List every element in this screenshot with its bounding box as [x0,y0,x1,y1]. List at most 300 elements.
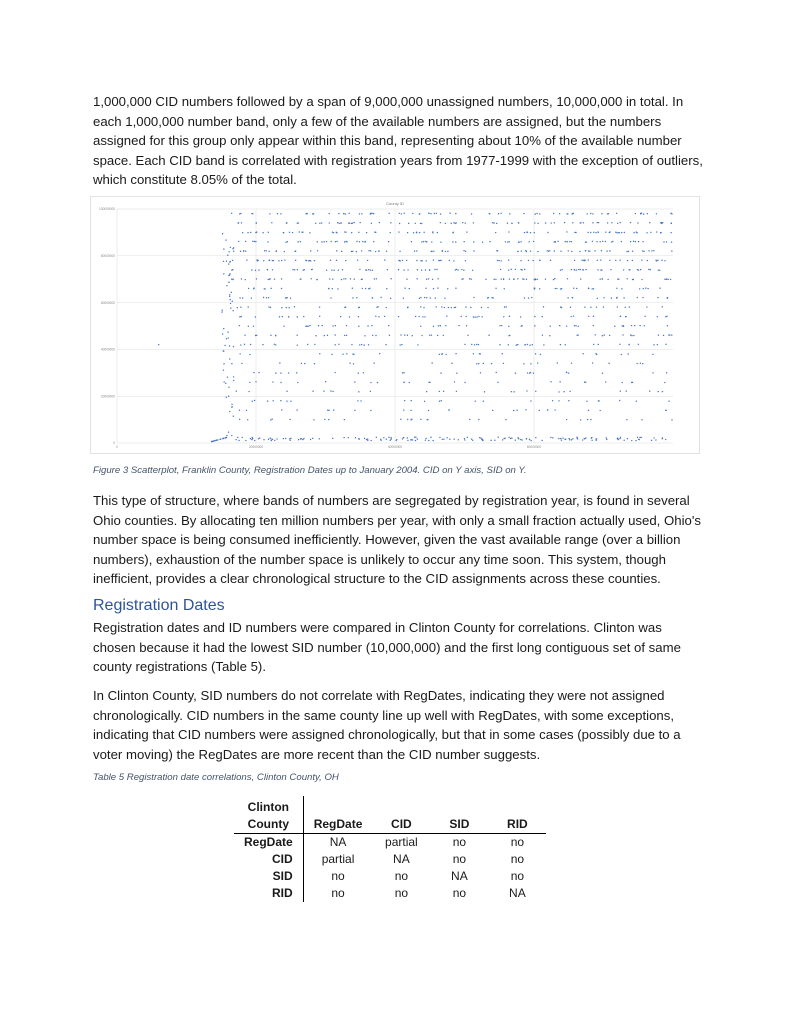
scatter-point [480,353,481,354]
scatter-point [455,288,456,289]
scatter-point [328,288,329,289]
scatter-point [489,213,490,214]
scatter-point [223,369,224,370]
scatter-point [229,273,230,274]
scatter-point [574,260,575,261]
scatter-point [229,411,230,412]
scatter-point [566,419,567,420]
scatter-point [420,223,421,224]
chart-title: County ID [386,201,404,206]
scatter-point [421,223,422,224]
scatter-point [630,241,631,242]
scatter-point [306,260,307,261]
scatter-point [571,269,572,270]
scatter-point [432,232,433,233]
scatter-point [400,419,401,420]
scatter-point [368,250,369,251]
scatter-point [292,269,293,270]
scatter-point [373,241,374,242]
scatter-point [411,241,412,242]
scatter-point [256,222,257,223]
scatter-point [441,306,442,307]
scatter-point [353,363,354,364]
scatter-point [470,278,471,279]
table-row [234,851,546,868]
scatter-point [407,437,408,438]
scatter-point [370,440,371,441]
scatter-point [642,363,643,364]
scatter-point [571,241,572,242]
scatter-point [503,363,504,364]
scatter-point [454,307,455,308]
scatter-point [465,316,466,317]
scatter-point [580,278,581,279]
scatter-point [281,307,282,308]
scatter-point [643,251,644,252]
scatter-point [416,232,417,233]
scatter-point [415,437,416,438]
scatter-point [225,383,226,384]
scatter-point [228,396,229,397]
scatter-point [574,232,575,233]
scatter-point [295,250,296,251]
scatter-point [553,279,554,280]
scatter-point [668,400,669,401]
scatter-point [290,438,291,439]
scatter-point [440,222,441,223]
scatter-point [323,241,324,242]
scatter-point [650,232,651,233]
scatter-point [233,376,234,377]
scatter-point [367,260,368,261]
scatter-point [317,241,318,242]
scatter-point [230,307,231,308]
table-cell: no [510,869,525,883]
scatter-point [456,269,457,270]
scatter-point [378,250,379,251]
scatter-point [609,232,610,233]
scatter-point [661,260,662,261]
scatter-point [500,269,501,270]
scatter-point [356,251,357,252]
scatter-point [326,241,327,242]
scatter-point [228,337,229,338]
scatter-point [249,354,250,355]
scatter-point [537,223,538,224]
scatter-point [338,270,339,271]
scatter-point [442,439,443,440]
scatter-point [490,440,491,441]
scatter-point [370,410,371,411]
scatter-point [348,437,349,438]
scatter-point [568,372,569,373]
scatter-point [221,311,222,312]
scatter-point [375,316,376,317]
scatter-point [560,344,561,345]
scatter-point [272,439,273,440]
scatter-point [365,241,366,242]
scatter-point [458,325,459,326]
scatter-point [616,288,617,289]
scatter-point [227,254,228,255]
scatter-point [547,409,548,410]
scatter-point [267,241,268,242]
scatter-point [626,419,627,420]
scatter-point [660,222,661,223]
scatter-point [284,251,285,252]
scatter-point [608,213,609,214]
scatter-point [532,344,533,345]
scatter-point [631,440,632,441]
scatter-point [662,438,663,439]
scatter-point [433,288,434,289]
scatter-point [370,382,371,383]
scatter-point [417,438,418,439]
scatter-point [657,344,658,345]
scatter-point [384,259,385,260]
scatter-point [480,372,481,373]
scatter-point [565,439,566,440]
scatter-point [342,353,343,354]
x-tick-label: 40000000 [387,445,403,449]
scatter-point [256,278,257,279]
scatter-point [345,231,346,232]
scatter-point [379,353,380,354]
scatter-point [232,279,233,280]
scatter-point [666,316,667,317]
scatter-point [410,439,411,440]
scatter-point [403,409,404,410]
scatter-point [239,325,240,326]
scatter-point [424,297,425,298]
scatter-point [345,241,346,242]
scatter-point [403,382,404,383]
scatter-point [440,260,441,261]
scatter-point [513,410,514,411]
scatter-point [478,316,479,317]
scatter-point [223,363,224,364]
scatter-point [617,232,618,233]
scatter-point [641,437,642,438]
scatter-point [463,270,464,271]
scatter-point [635,440,636,441]
scatter-point [449,438,450,439]
scatter-point [434,213,435,214]
table-cell: no [452,835,467,849]
scatter-point [640,213,641,214]
scatter-point [550,437,551,438]
scatter-point [633,335,634,336]
scatter-point [550,222,551,223]
scatter-point [231,213,232,214]
scatter-point [666,241,667,242]
scatter-point [284,259,285,260]
scatter-point [655,439,656,440]
scatter-point [240,213,241,214]
scatter-point [251,269,252,270]
scatter-point [566,241,567,242]
scatter-point [325,381,326,382]
scatter-point [301,363,302,364]
scatter-point [256,231,257,232]
scatter-point [348,222,349,223]
scatter-point [439,400,440,401]
scatter-point [575,325,576,326]
scatter-point [458,439,459,440]
scatter-point [483,363,484,364]
scatter-point [231,404,232,405]
scatter-point [580,269,581,270]
scatter-point [409,382,410,383]
scatter-point [442,251,443,252]
scatter-point [421,241,422,242]
scatter-point [509,213,510,214]
scatter-point [245,241,246,242]
scatter-point [426,297,427,298]
scatter-point [433,326,434,327]
scatter-point [642,241,643,242]
scatter-point [376,278,377,279]
scatter-point [626,278,627,279]
scatter-point [288,372,289,373]
scatter-point [336,260,337,261]
scatter-point [219,439,220,440]
scatter-point [255,381,256,382]
table-cell: no [510,852,525,866]
scatter-point [620,316,621,317]
scatter-point [621,232,622,233]
scatter-point [631,325,632,326]
scatter-point [671,419,672,420]
scatter-point [578,326,579,327]
scatter-point [621,354,622,355]
scatter-point [402,372,403,373]
scatter-point [560,288,561,289]
scatter-point [366,232,367,233]
scatter-point [375,335,376,336]
scatter-point [584,306,585,307]
scatter-point [407,335,408,336]
scatter-point [275,344,276,345]
scatter-point [668,334,669,335]
scatter-point [425,260,426,261]
scatter-point [524,269,525,270]
scatter-point [297,344,298,345]
scatter-point [272,269,273,270]
scatter-point [482,242,483,243]
scatter-point [576,288,577,289]
scatter-point [448,409,449,410]
scatter-point [290,401,291,402]
scatter-point [619,344,620,345]
scatter-point [620,390,621,391]
scatter-point [379,222,380,223]
scatter-point [352,251,353,252]
scatter-point [599,241,600,242]
scatter-point [457,269,458,270]
scatter-point [248,288,249,289]
scatter-point [373,213,374,214]
scatter-point [591,437,592,438]
scatter-point [231,292,232,293]
scatter-point [252,241,253,242]
scatter-point [638,344,639,345]
scatter-point [455,353,456,354]
scatter-point [316,279,317,280]
scatter-point [605,381,606,382]
scatter-point [625,316,626,317]
scatter-point [346,353,347,354]
scatter-point [605,241,606,242]
scatter-point [263,439,264,440]
scatter-point [501,278,502,279]
scatter-point [226,435,227,436]
scatter-point [631,382,632,383]
corner-line-2: County [247,817,289,831]
scatter-point [530,363,531,364]
scatter-point [268,297,269,298]
scatter-point [248,391,249,392]
scatter-point [436,269,437,270]
scatter-point [520,316,521,317]
scatter-point [232,248,233,249]
scatter-point [332,288,333,289]
scatter-point [356,241,357,242]
scatter-point [364,438,365,439]
scatter-point [535,213,536,214]
scatter-point [593,316,594,317]
scatter-point [554,250,555,251]
scatter-point [298,439,299,440]
scatter-point [326,269,327,270]
scatter-point [454,438,455,439]
scatter-point [507,241,508,242]
scatter-point [530,440,531,441]
scatter-point [331,354,332,355]
scatter-point [479,437,480,438]
scatter-point [611,297,612,298]
scatter-point [521,439,522,440]
scatter-point [587,232,588,233]
scatter-point [670,232,671,233]
scatter-point [524,344,525,345]
scatter-point [666,372,667,373]
scatter-point [456,391,457,392]
scatter-point [585,241,586,242]
scatter-point [351,251,352,252]
scatter-point [312,213,313,214]
scatter-point [281,409,282,410]
scatter-point [345,306,346,307]
scatter-point [366,270,367,271]
scatter-point [481,316,482,317]
scatter-point [541,440,542,441]
scatter-point [258,438,259,439]
scatter-point [351,223,352,224]
scatter-point [623,326,624,327]
scatter-point [367,440,368,441]
scatter-point [516,344,517,345]
scatter-point [576,269,577,270]
scatter-point [268,260,269,261]
table-row [234,885,546,902]
scatter-point [296,372,297,373]
scatter-point [475,400,476,401]
scatter-point [439,437,440,438]
scatter-point [334,344,335,345]
scatter-point [403,372,404,373]
scatter-point [390,232,391,233]
scatter-point [289,440,290,441]
scatter-point [378,316,379,317]
scatter-point [435,297,436,298]
scatter-point [537,279,538,280]
scatter-point [634,325,635,326]
scatter-point [478,344,479,345]
scatter-point [383,437,384,438]
scatter-point [240,251,241,252]
scatter-point [239,297,240,298]
scatter-point [308,260,309,261]
scatter-point [268,279,269,280]
scatter-point [511,223,512,224]
scatter-point [227,376,228,377]
scatter-point [232,310,233,311]
scatter-point [241,363,242,364]
scatter-point [579,251,580,252]
scatter-point [526,438,527,439]
scatter-point [285,438,286,439]
scatter-point [598,232,599,233]
scatter-point [264,250,265,251]
scatter-point [495,288,496,289]
scatter-point [483,401,484,402]
scatter-point [253,288,254,289]
scatter-point [425,439,426,440]
scatter-point [588,410,589,411]
scatter-point [462,222,463,223]
scatter-point [542,335,543,336]
scatter-point [631,335,632,336]
scatter-point [561,269,562,270]
scatter-point [361,250,362,251]
scatter-point [587,419,588,420]
scatter-point [638,241,639,242]
scatter-point [584,438,585,439]
scatter-point [445,223,446,224]
scatter-point [223,351,224,352]
scatter-point [616,297,617,298]
scatter-point [413,232,414,233]
scatter-point [354,381,355,382]
scatter-point [665,344,666,345]
scatter-point [270,335,271,336]
scatter-point [664,382,665,383]
scatter-point [352,353,353,354]
scatter-point [225,239,226,240]
scatter-point [454,381,455,382]
scatter-point [297,316,298,317]
scatter-point [403,297,404,298]
scatter-point [430,437,431,438]
scatter-point [304,269,305,270]
scatter-point [554,409,555,410]
scatter-point [361,278,362,279]
scatter-point [420,260,421,261]
scatter-point [552,400,553,401]
scatter-point [550,381,551,382]
scatter-point [646,232,647,233]
